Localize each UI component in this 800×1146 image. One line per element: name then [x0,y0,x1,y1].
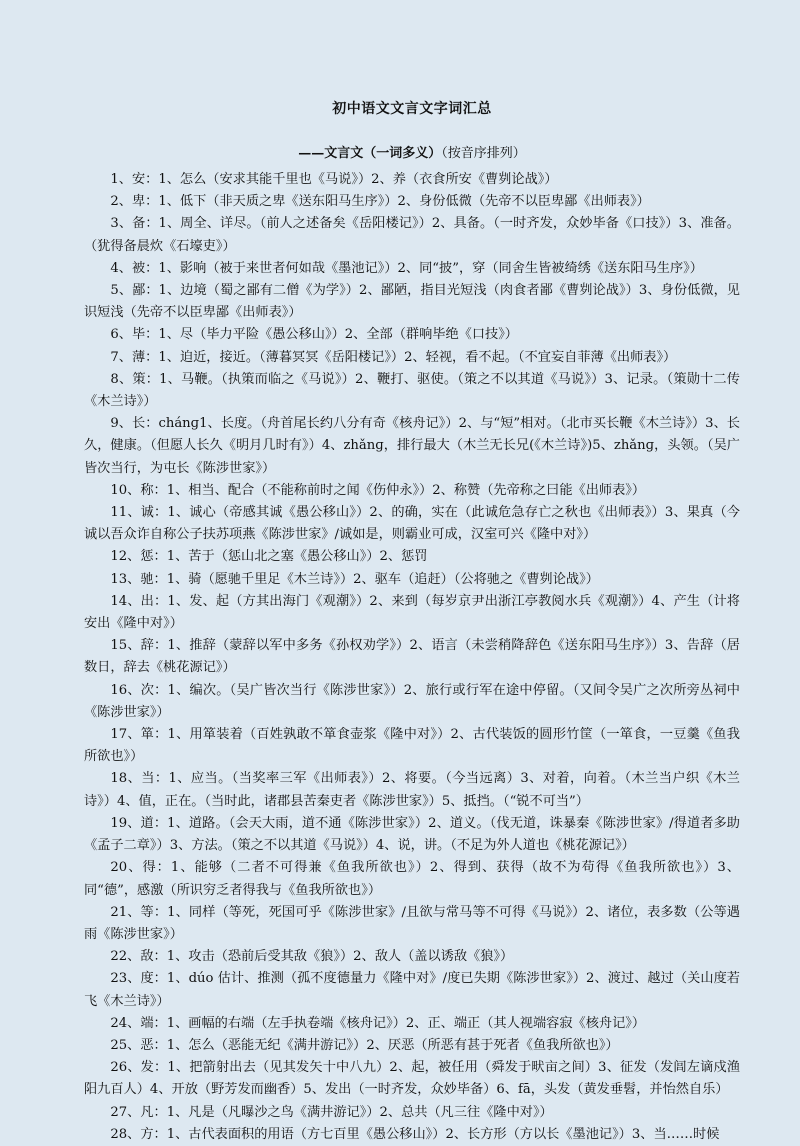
vocab-entry: 16、次：1、编次。（吴广皆次当行《陈涉世家》）2、旅行或行军在途中停留。（又间令吴广之次所旁丛祠中《陈涉世家》） [84,682,740,720]
vocab-entry: 7、薄：1、迫近，接近。（薄暮冥冥《岳阳楼记》）2、轻视，看不起。（不宜妄自菲薄《出师表》） [110,349,677,365]
vocab-entry: 21、等：1、同样（等死，死国可乎《陈涉世家》/且欲与常马等不可得《马说》）2、诸位，表多数（公等遇雨《陈涉世家》） [84,904,740,942]
vocab-entry: 28、方：1、古代表面积的用语（方七百里《愚公移山》）2、长方形（方以长《墨池记》）3、当……时候 [110,1126,720,1142]
vocab-entry: 27、凡：1、凡是（凡曝沙之鸟《满井游记》）2、总共（凡三往《隆中对》） [110,1104,553,1120]
subtitle-main: ——文言文（一词多义） [298,146,442,161]
vocab-entry: 6、毕：1、尽（毕力平险《愚公移山》）2、全部（群响毕绝《口技》） [110,327,518,343]
vocab-entry: 19、道：1、道路。（会天大雨，道不通《陈涉世家》）2、道义。（伐无道，诛暴秦《陈涉世家》/得道者多助《孟子二章》）3、方法。（策之不以其道《马说》）4、说，讲。（不足为外人道也《桃花源记》） [84,815,740,854]
vocab-entry: 24、端：1、画幅的右端（左手执卷端《核舟记》）2、正、端正（其人视端容寂《核舟记》） [110,1015,646,1031]
vocab-entry: 23、度：1、dúo 估计、推测（孤不度德量力《隆中对》/度已失期《陈涉世家》）2、渡过、越过（关山度若飞《木兰诗》） [84,971,740,1009]
vocab-entry: 11、诚：1、诚心（帝感其诚《愚公移山》）2、的确，实在（此诚危急存亡之秋也《出师表》）3、果真（今诚以吾众诈自称公子扶苏项燕《陈涉世家》/诚如是，则霸业可成，汉室可兴《隆中对》） [84,505,740,543]
vocab-entry: 3、备：1、周全、详尽。（前人之述备矣《岳阳楼记》）2、具备。（一时齐发，众妙毕备《口技》）3、准备。（犹得备晨炊《石壕吏》） [84,216,740,254]
document-subtitle [84,142,740,161]
vocab-entry: 15、辞：1、推辞（蒙辞以军中多务《孙权劝学》）2、语言（未尝稍降辞色《送东阳马生序》）3、告辞（居数日，辞去《桃花源记》） [84,638,740,676]
subtitle-note: （按音序排列） [441,146,526,161]
vocab-entry: 20、得：1、能够（二者不可得兼《鱼我所欲也》）2、得到、获得（故不为苟得《鱼我所欲也》）3、同“德”，感激（所识穷乏者得我与《鱼我所欲也》） [84,860,740,898]
vocab-entry: 9、长：chánɡ1、长度。（舟首尾长约八分有奇《核舟记》）2、与“短”相对。（北市买长鞭《木兰诗》）3、长久，健康。（但愿人长久《明月几时有》）4、zhǎnɡ，排行最大（木兰无长兄(《木兰诗》)5、zhǎnɡ，头领。（吴广皆次当行，为屯长《陈涉世家》） [84,416,740,476]
vocab-entry: 13、驰：1、骑（愿驰千里足《木兰诗》）2、驱车（追赶）（公将驰之《曹刿论战》） [110,571,599,587]
vocab-entry: 14、出：1、发、起（方其出海门《观潮》）2、来到（每岁京尹出浙江亭教阅水兵《观潮》）4、产生（计将安出《隆中对》） [84,593,740,632]
vocab-entry: 26、发：1、把箭射出去（见其发矢十中八九）2、起，被任用（舜发于畎亩之间）3、征发（发闾左谪戍渔阳九百人）4、开放（野芳发而幽香）5、发出（一时齐发，众妙毕备）6、fā，头发（黄发垂髫，并怡然自乐） [84,1060,740,1098]
vocab-entry: 5、鄙：1、边境（蜀之鄙有二僧《为学》）2、鄙陋，指目光短浅（肉食者鄙《曹刿论战》）3、身份低微，见识短浅（先帝不以臣卑鄙《出师表》） [84,283,740,321]
vocab-entry: 17、箪：1、用箪装着（百姓孰敢不箪食壶浆《隆中对》）2、古代装饭的圆形竹筐（一箪食，一豆羹《鱼我所欲也》） [84,727,740,765]
document-title: 初中语文文言文字词汇总 [332,101,492,117]
entry-list [84,169,740,1146]
vocab-entry: 18、当：1、应当。（当奖率三军《出师表》）2、将要。（今当远离）3、对着，向着。（木兰当户织《木兰诗》）4、值，正在。（当时此，诸郡县苦秦吏者《陈涉世家》）5、抵挡。（“锐不可当”） [84,771,740,809]
vocab-entry: 1、安：1、怎么（安求其能千里也《马说》）2、养（衣食所安《曹刿论战》） [110,172,558,187]
vocab-entry: 4、被：1、影响（被于来世者何如哉《墨池记》）2、同“披”，穿（同舍生皆被绮绣《送东阳马生序》） [110,260,703,276]
vocab-entry: 2、卑：1、低下（非天质之卑《送东阳马生序》）2、身份低微（先帝不以臣卑鄙《出师表》） [110,194,650,210]
vocab-entry: 10、称：1、相当、配合（不能称前时之闻《伤仲永》）2、称赞（先帝称之曰能《出师表》） [110,482,646,498]
vocab-entry: 8、策：1、马鞭。（执策而临之《马说》）2、鞭打、驱使。（策之不以其道《马说》）3、记录。（策勋十二传《木兰诗》） [84,371,740,410]
vocab-entry: 25、恶：1、怎么（恶能无纪《满井游记》）2、厌恶（所恶有甚于死者《鱼我所欲也》） [110,1037,619,1053]
vocab-entry: 12、惩：1、苦于（惩山北之塞《愚公移山》）2、惩罚 [110,549,428,565]
vocab-entry: 22、敌：1、攻击（恐前后受其敌《狼》）2、敌人（盖以诱敌《狼》） [110,949,514,965]
